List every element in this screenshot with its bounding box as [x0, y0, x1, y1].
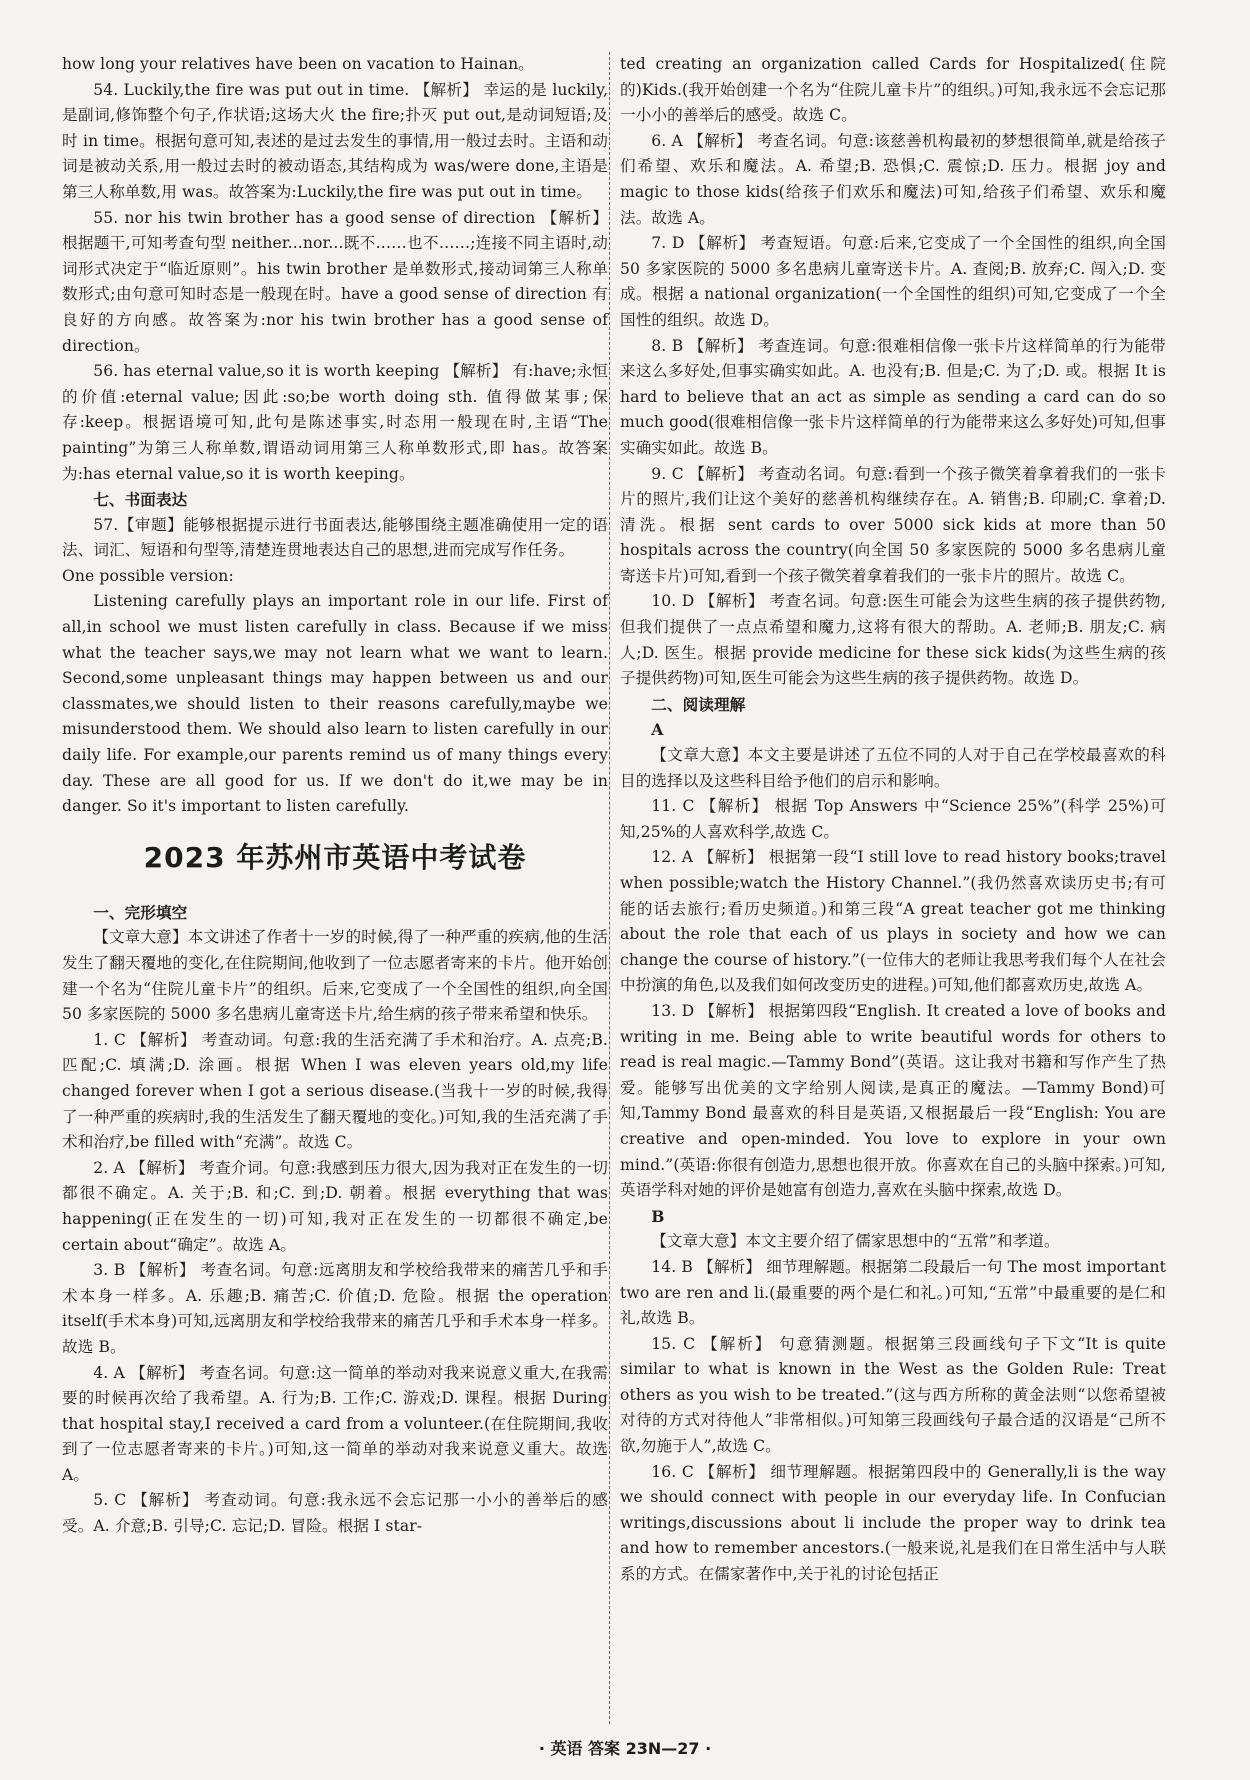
section-heading: 一、完形填空 [93, 902, 188, 922]
paragraph: 15. C 【解析】 句意猜测题。根据第三段画线句子下文“It is quite similar to what is known in the West as the Golden Rule: Treat others as you wish to be treated.”(这与西方所称的黄金法则“以您希望被对待的方式对待他人”非常相似。)可知第三段画线句子最合适的汉语是“己所不欲,勿施于人”,故选 C。 [620, 1334, 1166, 1456]
paragraph: 16. C 【解析】 细节理解题。根据第四段中的 Generally,li is the way we should connect with people in our everyday life. In Confucian writings,discussions about li include the proper way to drink tea and how to remember ancestors.(一般来说,礼是我们在日常生活中与人联系的方式。在儒家著作中,关于礼的讨论包括正 [620, 1462, 1166, 1584]
paragraph: 56. has eternal value,so it is worth keeping 【解析】 有:have;永恒的价值:eternal value;因此:so;be worth doing sth. 值得做某事;保存:keep。根据语境可知,此句是陈述事实,时态用一般现在时,主语“The painting”为第三人称单数,谓语动词用第三人称单数形式,即 has。故答案为:has eternal value,so it is worth keeping。 [62, 362, 608, 483]
paragraph: 55. nor his twin brother has a good sense of direction 【解析】 根据题干,可知考查句型 neither...nor...既不……也不……;连接不同主语时,动词形式决定于“临近原则”。his twin brother 是单数形式,接动词第三人称单数形式;由句意可知时态是一般现在时。have a good sense of direction 有良好的方向感。故答案为:nor his twin brother has a good sense of direction。 [62, 208, 608, 355]
section-heading: 七、书面表达 [93, 490, 188, 510]
paragraph: ted creating an organization called Cards for Hospitalized(住院的)Kids.(我开始创建一个名为“住院儿童卡片”的组织。)可知,我永远不会忘记那一小小的善举后的感受。故选 C。 [620, 55, 1166, 125]
passage-label: A [651, 720, 664, 740]
paragraph: how long your relatives have been on vacation to Hainan。 [62, 55, 534, 73]
paragraph: 【文章大意】本文主要介绍了儒家思想中的“五常”和孝道。 [651, 1232, 1060, 1251]
exam-title: 2023 年苏州市英语中考试卷 [143, 840, 527, 874]
paragraph: 8. B 【解析】 考查连词。句意:很难相信像一张卡片这样简单的行为能带来这么多好处,但事实确实如此。A. 也没有;B. 但是;C. 为了;D. 或。根据 It is hard to believe that an act as simple as sending a card can do so much good(很难相信像一张卡片这样简单的行为能带来这么多好处)可知,但事实确实如此。故选 B。 [620, 336, 1166, 457]
section-heading: 二、阅读理解 [651, 694, 746, 714]
paragraph: 【文章大意】本文讲述了作者十一岁的时候,得了一种严重的疾病,他的生活发生了翻天覆地的变化,在住院期间,他收到了一位志愿者寄来的卡片。他开始创建一个名为“住院儿童卡片”的组织。后来,它变成了一个全国性的组织,向全国 50 多家医院的 5000 多名患病儿童寄送卡片,给生病的孩子带来希望和快乐。 [62, 928, 608, 1024]
paragraph: One possible version: [62, 566, 234, 585]
paragraph: 6. A 【解析】 考查名词。句意:该慈善机构最初的梦想很简单,就是给孩子们希望、欢乐和魔法。A. 希望;B. 恐惧;C. 震惊;D. 压力。根据 joy and magic to those kids(给孩子们欢乐和魔法)可知,给孩子们希望、欢乐和魔法。故选 A。 [620, 131, 1166, 227]
passage-label: B [651, 1206, 665, 1226]
paragraph: 4. A 【解析】 考查名词。句意:这一简单的举动对我来说意义重大,在我需要的时候再次给了我希望。A. 行为;B. 工作;C. 游戏;D. 课程。根据 During that hospital stay,I received a card from a volunteer.(在住院期间,我收到了一位志愿者寄来的卡片。)可知,这一简单的举动对我来说意义重大。故选 A。 [62, 1363, 608, 1484]
paragraph: 7. D 【解析】 考查短语。句意:后来,它变成了一个全国性的组织,向全国 50 多家医院的 5000 多名患病儿童寄送卡片。A. 查阅;B. 放弃;C. 闯入;D. 变成。根据 a national organization(一个全国性的组织)可知,它变成了一个全国性的组织。故选 D。 [620, 234, 1166, 329]
column-divider [609, 52, 611, 1724]
right-column [620, 52, 1166, 1588]
page-footer: · 英语 答案 23N—27 · [538, 1739, 712, 1758]
left-column [62, 52, 608, 1540]
paragraph: 10. D 【解析】 考查名词。句意:医生可能会为这些生病的孩子提供药物,但我们提供了一点点希望和魔力,这将有很大的帮助。A. 老师;B. 朋友;C. 病人;D. 医生。根据 provide medicine for these sick kids(为这些生病的孩子提供药物)可知,医生可能会为这些生病的孩子提供药物。故选 D。 [620, 592, 1166, 688]
paragraph: Listening carefully plays an important role in our life. First of all,in school we must listen carefully in class. Because if we miss what the teacher says,we may not learn what we want to learn. Second,some unpleasant things may happen between us and our classmates,we should listen to their reasons carefully,maybe we misunderstood them. We should also learn to listen carefully in our daily life. For example,our parents remind us of many things every day. These are all good for us. If we don't do it,we may be in danger. So it's important to listen carefully. [62, 592, 608, 816]
paragraph: 9. C 【解析】 考查动名词。句意:看到一个孩子微笑着拿着我们的一张卡片的照片,我们让这个美好的慈善机构继续存在。A. 销售;B. 印刷;C. 拿着;D. 清洗。根据 sent cards to over 5000 sick kids at more than 50 hospitals across the country(向全国 50 多家医院的 5000 多名患病儿童寄送卡片)可知,看到一个孩子微笑着拿着我们的一张卡片的照片。故选 C。 [620, 464, 1166, 585]
paragraph: 57.【审题】能够根据提示进行书面表达,能够围绕主题准确使用一定的语法、词汇、短语和句型等,清楚连贯地表达自己的思想,进而完成写作任务。 [62, 515, 608, 560]
paragraph: 13. D 【解析】 根据第四段“English. It created a love of books and writing in me. Being able to write beautiful words for others to read is real magic.—Tammy Bond”(英语。这让我对书籍和写作产生了热爱。能够写出优美的文字给别人阅读,是真正的魔法。—Tammy Bond)可知,Tammy Bond 最喜欢的科目是英语,又根据最后一段“English: You are creative and open-minded. You love to explore in your own mind.”(英语:你很有创造力,思想也很开放。你喜欢在自己的头脑中探索。)可知,英语学科对她的评价是她富有创造力,喜欢在头脑中探索,故选 D。 [620, 1001, 1166, 1200]
paragraph: 11. C 【解析】 根据 Top Answers 中“Science 25%”(科学 25%)可知,25%的人喜欢科学,故选 C。 [620, 797, 1166, 841]
paragraph: 1. C 【解析】 考查动词。句意:我的生活充满了手术和治疗。A. 点亮;B. 匹配;C. 填满;D. 涂画。根据 When I was eleven years old,my life changed forever when I got a serious disease.(当我十一岁的时候,我得了一种严重的疾病时,我的生活发生了翻天覆地的变化。)可知,我的生活充满了手术和治疗,be filled with“充满”。故选 C。 [62, 1030, 608, 1152]
paragraph: 2. A 【解析】 考查介词。句意:我感到压力很大,因为我对正在发生的一切都很不确定。A. 关于;B. 和;C. 到;D. 朝着。根据 everything that was happening(正在发生的一切)可知,我对正在发生的一切都很不确定,be certain about“确定”。故选 A。 [62, 1158, 608, 1254]
paragraph: 3. B 【解析】 考查名词。句意:远离朋友和学校给我带来的痛苦几乎和手术本身一样多。A. 乐趣;B. 痛苦;C. 价值;D. 危险。根据 the operation itself(手术本身)可知,远离朋友和学校给我带来的痛苦几乎和手术本身一样多。故选 B。 [62, 1261, 608, 1356]
paragraph: 14. B 【解析】 细节理解题。根据第二段最后一句 The most important two are ren and li.(最重要的两个是仁和礼。)可知,“五常”中最重要的是仁和礼,故选 B。 [620, 1257, 1166, 1328]
paragraph: 【文章大意】本文主要是讲述了五位不同的人对于自己在学校最喜欢的科目的选择以及这些科目给予他们的启示和影响。 [620, 746, 1166, 790]
paragraph: 54. Luckily,the fire was put out in time. 【解析】 幸运的是 luckily,是副词,修饰整个句子,作状语;这场大火 the fire;扑灭 put out,是动词短语;及时 in time。根据句意可知,表述的是过去发生的事情,用一般过去时。主语和动词是被动关系,用一般过去时的被动语态,其结构成为 was/were done,主语是第三人称单数,用 was。故答案为:Luckily,the fire was put out in time。 [62, 80, 608, 201]
paragraph: 5. C 【解析】 考查动词。句意:我永远不会忘记那一小小的善举后的感受。A. 介意;B. 引导;C. 忘记;D. 冒险。根据 I star- [62, 1491, 608, 1536]
paragraph: 12. A 【解析】 根据第一段“I still love to read history books;travel when possible;watch the History Channel.”(我仍然喜欢读历史书;有可能的话去旅行;看历史频道。)和第三段“A great teacher got me thinking about the role that each of us plays in society and how we can change the course of history.”(一位伟大的老师让我思考我们每个人在社会中扮演的角色,以及我们如何改变历史的进程。)可知,他们都喜欢历史,故选 A。 [620, 848, 1166, 995]
